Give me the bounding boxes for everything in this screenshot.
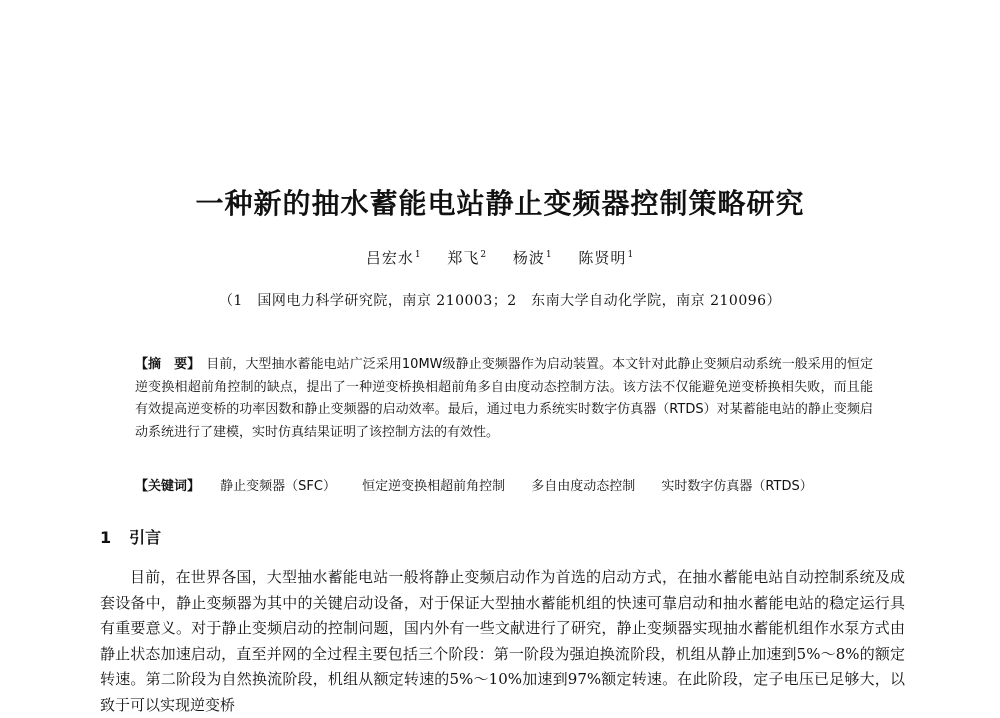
affiliation-mark: 1 xyxy=(627,250,635,260)
section-title: 引言 xyxy=(129,528,162,547)
section-number: 1 xyxy=(100,528,112,547)
keywords-label: 【关键词】 xyxy=(135,479,201,494)
keyword: 恒定逆变换相超前角控制 xyxy=(362,479,506,494)
body-paragraph: 目前，在世界各国，大型抽水蓄能电站一般将静止变频启动作为首选的启动方式，在抽水蓄能电站自动控制系统及成套设备中，静止变频器为其中的关键启动设备，对于保证大型抽水蓄能机组的快速可靠启动和抽水蓄能电站的稳定运行具有重要意义。对于静止变频启动的控制问题，国内外有一些文献进行了研究，静止变频器实现抽水蓄能机组作水泵方式由静止状态加速启动，直至并网的全过程主要包括三个阶段：第一阶段为强迫换流阶段，机组从静止加速到5%～8%的额定转速。第二阶段为自然换流阶段，机组从额定转速的5%～10%加速到97%额定转速。在此阶段，定子电压已足够大，以致于可以实现逆变桥 xyxy=(100,568,905,714)
abstract-label: 【摘 要】 xyxy=(135,357,201,372)
author-name: 郑飞 xyxy=(447,249,480,267)
abstract-text: 目前，大型抽水蓄能电站广泛采用10MW级静止变频器作为启动装置。本文针对此静止变频启动系统一般采用的恒定逆变换相超前角控制的缺点，提出了一种逆变桥换相超前角多自由度动态控制方法。该方法不仅能避免逆变桥换相失败，而且能有效提高逆变桥的功率因数和静止变频器的启动效率。最后，通过电力系统实时数字仿真器（RTDS）对某蓄能电站的静止变频启动系统进行了建模，实时仿真结果证明了该控制方法的有效性。 xyxy=(135,357,873,440)
affiliation-mark: 1 xyxy=(545,250,553,260)
keyword: 静止变频器（SFC） xyxy=(220,479,336,494)
abstract xyxy=(135,354,873,444)
author-4 xyxy=(578,249,634,267)
author-name: 吕宏水 xyxy=(365,249,414,267)
keyword: 实时数字仿真器（RTDS） xyxy=(661,479,813,494)
keyword: 多自由度动态控制 xyxy=(531,479,636,494)
affiliation-mark: 2 xyxy=(480,250,488,260)
author-name: 陈贤明 xyxy=(578,249,627,267)
author-3 xyxy=(513,249,553,267)
keywords xyxy=(135,475,835,494)
section-heading xyxy=(100,525,161,548)
author-list xyxy=(0,247,1000,268)
author-1 xyxy=(366,249,422,267)
affiliations: （1 国网电力科学研究院，南京 210003；2 东南大学自动化学院，南京 210096） xyxy=(218,293,782,309)
author-name: 杨波 xyxy=(512,249,545,267)
paper-title: 一种新的抽水蓄能电站静止变频器控制策略研究 xyxy=(195,187,805,220)
affiliation-mark: 1 xyxy=(414,250,422,260)
author-2 xyxy=(447,249,487,267)
